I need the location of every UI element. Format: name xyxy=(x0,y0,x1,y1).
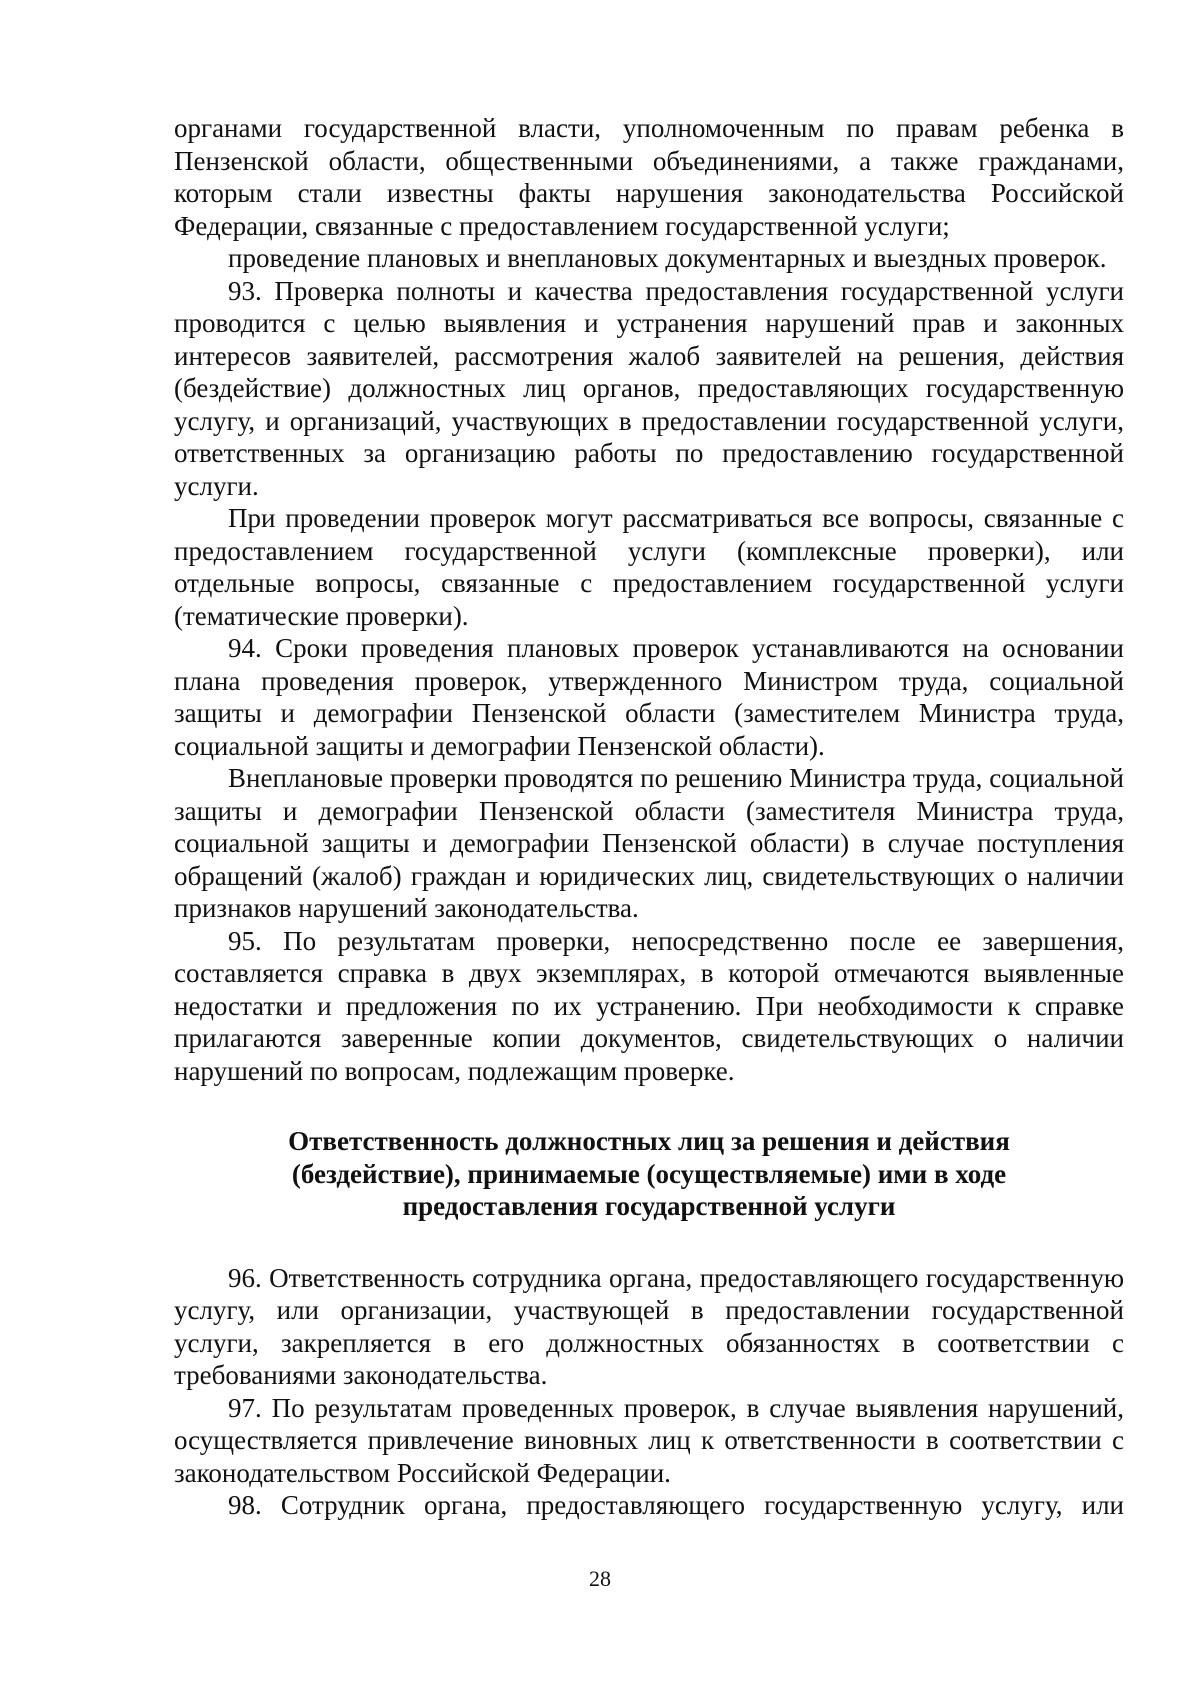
paragraph-inspections-types: проведение плановых и внеплановых документарных и выездных проверок. xyxy=(228,243,1107,273)
paragraph-95: 95. По результатам проверки, непосредственно после ее завершения, составляется справка в двух экземплярах, в которой отмечаются выявленные недостатки и предложения по их устранению. При необходимости к справке прилагаются заверенные копии документов, свидетельствующих о наличии нарушений по вопросам, подлежащим проверке. xyxy=(174,925,1124,1086)
page-number: 28 xyxy=(589,1566,611,1591)
paragraph-continuation: органами государственной власти, уполномоченным по правам ребенка в Пензенской области, общественными объединениями, а также гражданами, которым стали известны факты нарушения законодательства Российской Федерации, связанные с предоставлением государственной услуги; xyxy=(174,113,1124,241)
document-page xyxy=(174,112,1124,1522)
paragraph-94: 94. Сроки проведения плановых проверок устанавливаются на основании плана проведения проверок, утвержденного Министром труда, социальной защиты и демографии Пензенской области (заместителем Министра труда, социальной защиты и демографии Пензенской области). xyxy=(174,633,1124,761)
paragraph-unscheduled-checks: Внеплановые проверки проводятся по решению Министра труда, социальной защиты и демографии Пензенской области (заместителя Министра труда, социальной защиты и демографии Пензенской области) в случае поступления обращений (жалоб) граждан и юридических лиц, свидетельствующих о наличии признаков нарушений законодательства. xyxy=(174,763,1124,923)
paragraph-checks-scope: При проведении проверок могут рассматриваться все вопросы, связанные с предоставлением государственной услуги (комплексные проверки), или отдельные вопросы, связанные с предоставлением государственной услуги (тематические проверки). xyxy=(174,503,1124,631)
section-heading: Ответственность должностных лиц за решения и действия (бездействие), принимаемые (осуществляемые) ими в ходе предоставления государственной услуги xyxy=(288,1126,1010,1221)
paragraph-98: 98. Сотрудник органа, предоставляющего государственную услугу, или xyxy=(228,1490,1124,1520)
paragraph-97: 97. По результатам проведенных проверок, в случае выявления нарушений, осуществляется привлечение виновных лиц к ответственности в соответствии с законодательством Российской Федерации. xyxy=(174,1392,1124,1488)
paragraph-96: 96. Ответственность сотрудника органа, предоставляющего государственную услугу, или организации, участвующей в предоставлении государственной услуги, закрепляется в его должностных обязанностях в соответствии с требованиями законодательства. xyxy=(174,1262,1124,1390)
paragraph-93: 93. Проверка полноты и качества предоставления государственной услуги проводится с целью выявления и устранения нарушений прав и законных интересов заявителей, рассмотрения жалоб заявителей на решения, действия (бездействие) должностных лиц органов, предоставляющих государственную услугу, и организаций, участвующих в предоставлении государственной услуги, ответственных за организацию работы по предоставлению государственной услуги. xyxy=(174,275,1124,501)
